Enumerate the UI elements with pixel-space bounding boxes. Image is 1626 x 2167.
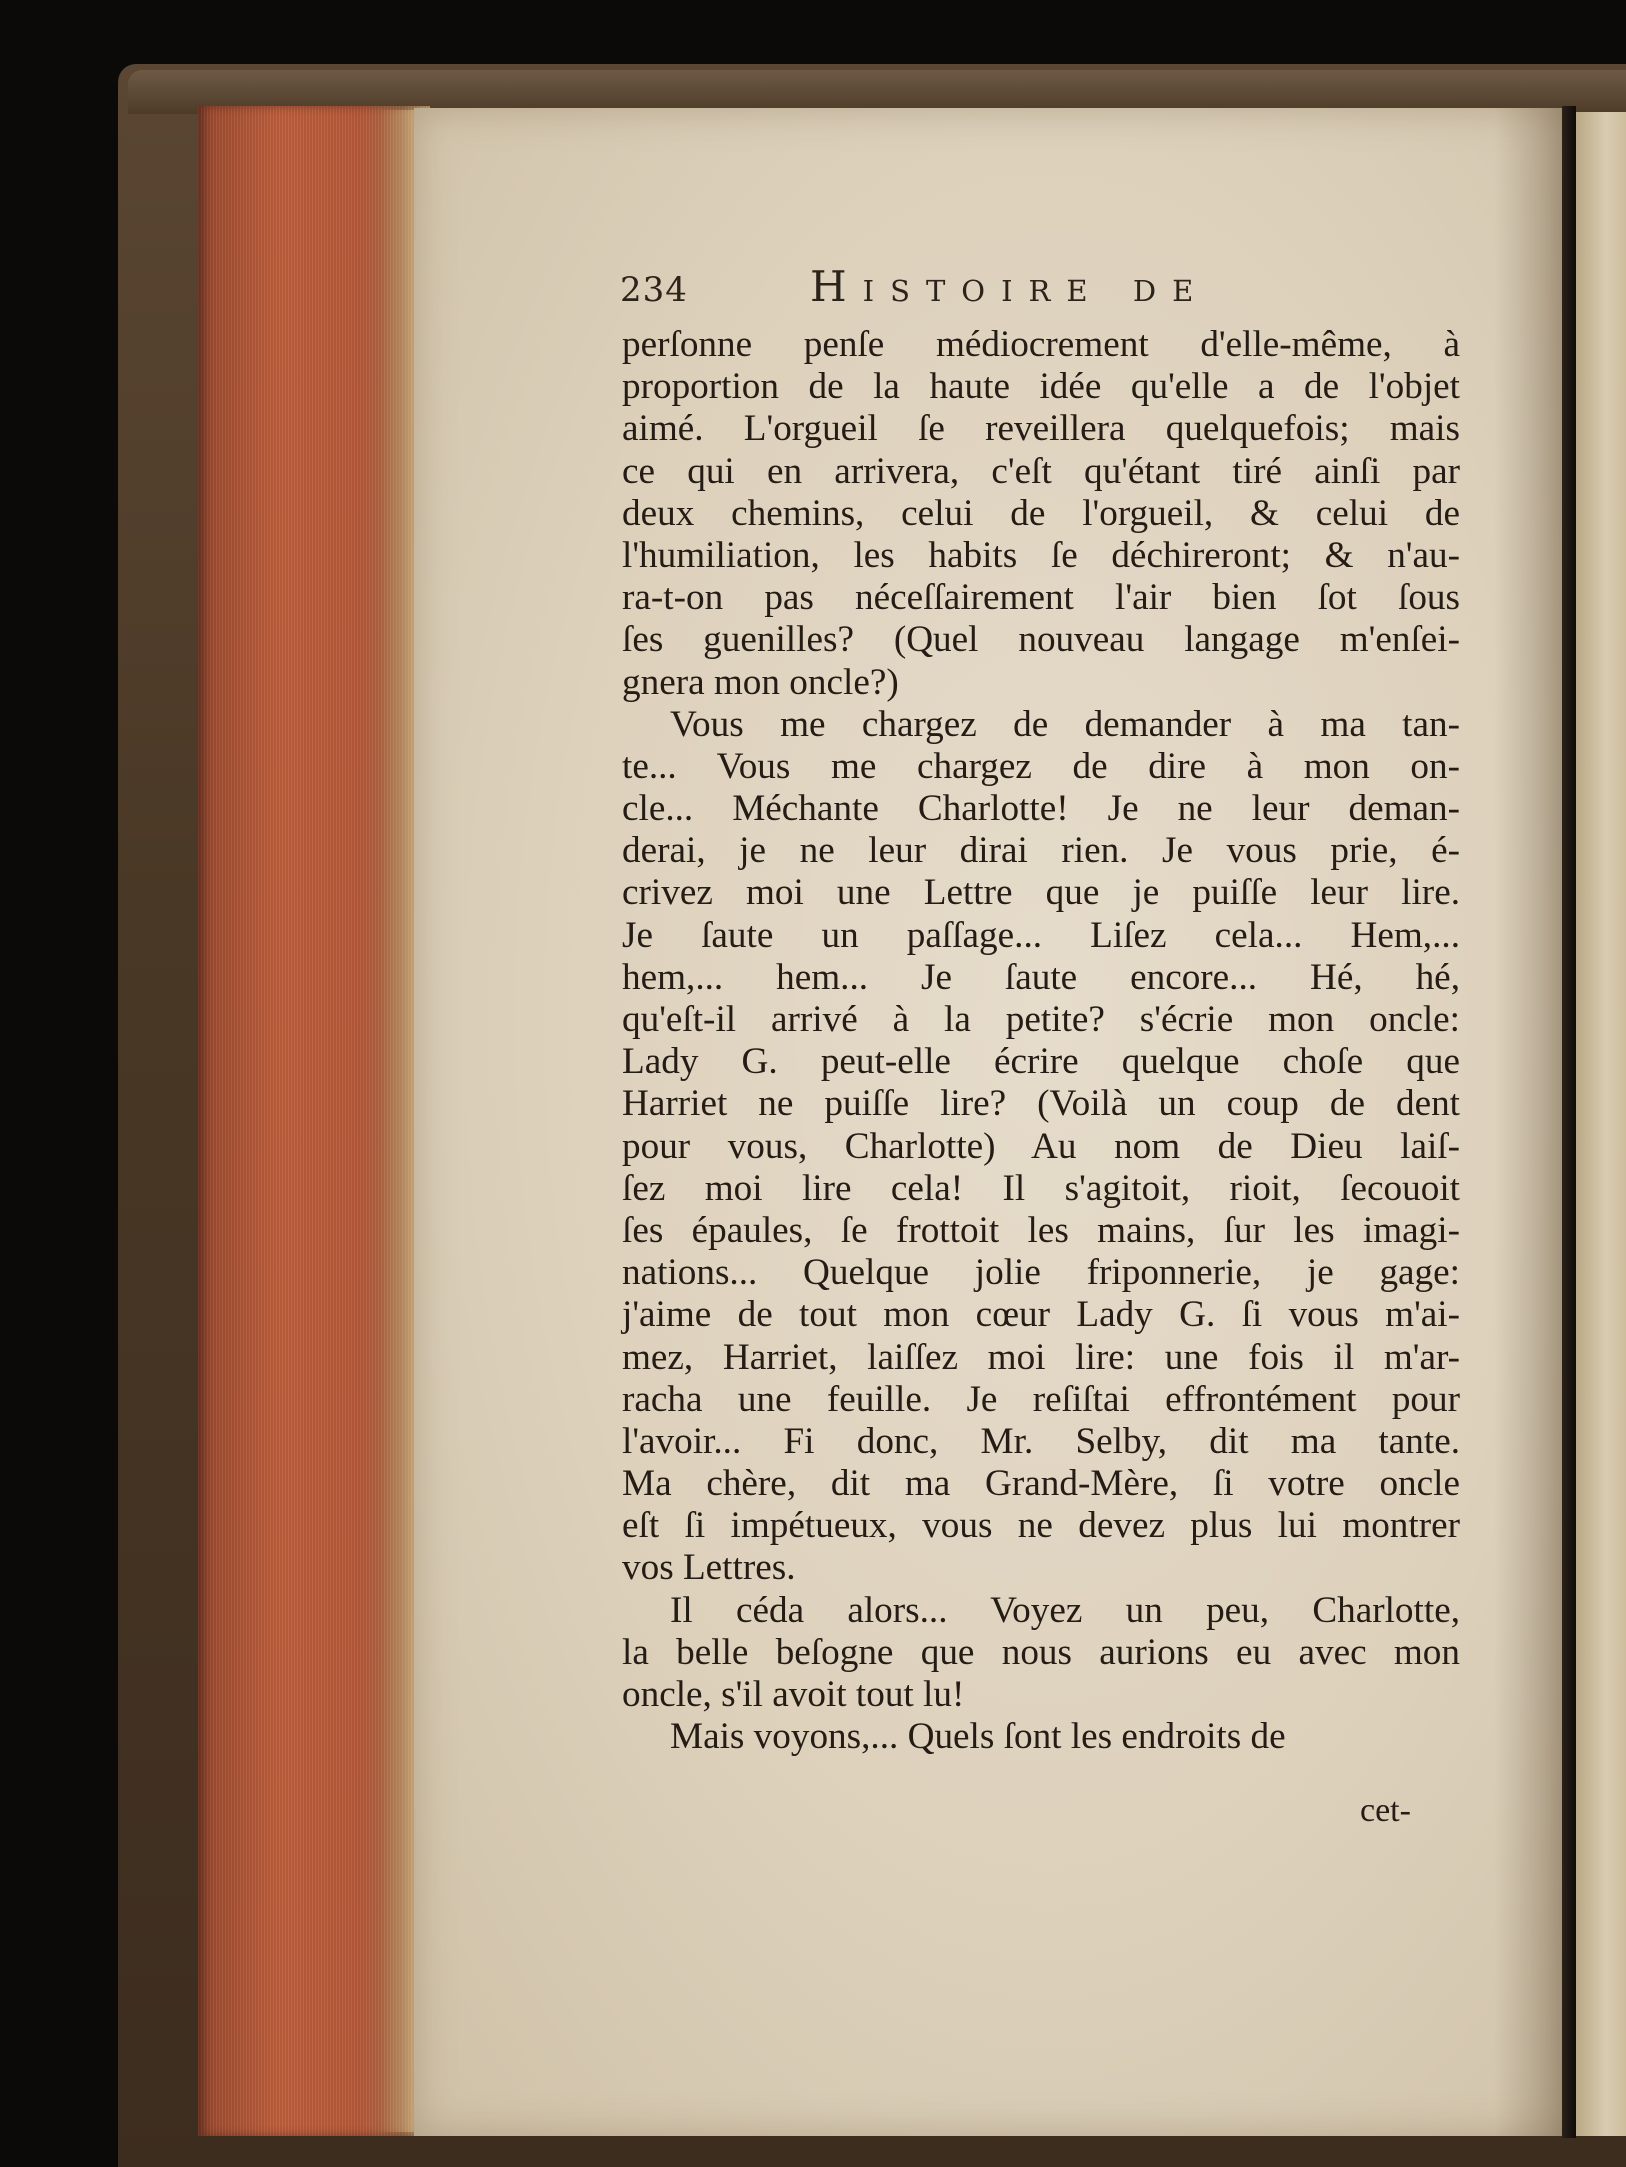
text-line: deux chemins, celui de l'orgueil, & celui de <box>622 492 1460 534</box>
text-line: Il céda alors... Voyez un peu, Charlotte, <box>670 1589 1460 1631</box>
text-line: ſez moi lire cela! Il s'agitoit, rioit, ſecouoit <box>622 1167 1460 1209</box>
text-line: eſt ſi impétueux, vous ne devez plus lui montrer <box>622 1505 1460 1547</box>
text-line: Lady G. peut-elle écrire quelque choſe que <box>622 1041 1460 1083</box>
text-line: derai, je ne leur dirai rien. Je vous prie, é- <box>622 830 1460 872</box>
text-line: Mais voyons,... Quels ſont les endroits de <box>670 1716 1286 1758</box>
text-line: vos Lettres. <box>622 1547 796 1589</box>
page-header <box>620 262 1540 318</box>
text-line: crivez moi une Lettre que je puiſſe leur lire. <box>622 872 1460 914</box>
text-line: racha une feuille. Je reſiſtai effrontément pour <box>622 1378 1460 1420</box>
text-line: oncle, s'il avoit tout lu! <box>622 1674 965 1715</box>
text-line: Ma chère, dit ma Grand-Mère, ſi votre oncle <box>622 1463 1460 1505</box>
text-line: j'aime de tout mon cœur Lady G. ſi vous m'ai- <box>622 1294 1460 1336</box>
text-line: ſes épaules, ſe frottoit les mains, ſur les imagi- <box>622 1209 1460 1251</box>
text-line: nations... Quelque jolie friponnerie, je gage: <box>622 1252 1460 1294</box>
running-head: Histoire de <box>810 262 1210 311</box>
text-line: cle... Méchante Charlotte! Je ne leur deman- <box>622 788 1460 830</box>
text-line: Je ſaute un paſſage... Liſez cela... Hem,... <box>622 914 1460 956</box>
facing-page-edge <box>1576 112 1626 2136</box>
text-line: te... Vous me chargez de dire à mon on- <box>622 745 1460 787</box>
text-line: hem,... hem... Je ſaute encore... Hé, hé, <box>622 956 1460 998</box>
text-line: ſes guenilles? (Quel nouveau langage m'enſei- <box>622 619 1460 661</box>
text-line: perſonne penſe médiocrement d'elle-même, à <box>622 324 1460 365</box>
text-line: gnera mon oncle?) <box>622 661 899 703</box>
body-text <box>622 324 1460 1758</box>
text-line: ra-t-on pas néceſſairement l'air bien ſot ſous <box>622 577 1460 619</box>
text-line: mez, Harriet, laiſſez moi lire: une fois il m'ar- <box>622 1336 1460 1378</box>
catchword: cet- <box>1360 1792 1411 1829</box>
text-line: qu'eſt-il arrivé à la petite? s'écrie mon oncle: <box>622 999 1460 1040</box>
text-line: ce qui en arrivera, c'eſt qu'étant tiré ainſi par <box>622 450 1460 492</box>
text-line: pour vous, Charlotte) Au nom de Dieu laiſ- <box>622 1125 1460 1167</box>
page-number: 234 <box>620 270 688 310</box>
text-line: la belle beſogne que nous aurions eu avec mon <box>622 1631 1460 1673</box>
book-gutter <box>1562 106 1576 2138</box>
text-line: Harriet ne puiſſe lire? (Voilà un coup de dent <box>622 1083 1460 1125</box>
text-line: l'avoir... Fi donc, Mr. Selby, dit ma tante. <box>622 1420 1460 1462</box>
text-line: l'humiliation, les habits ſe déchireront; & n'au- <box>622 534 1460 576</box>
text-line: Vous me chargez de demander à ma tan- <box>670 703 1460 745</box>
text-line: proportion de la haute idée qu'elle a de l'objet <box>622 366 1460 408</box>
text-line: aimé. L'orgueil ſe reveillera quelquefois; mais <box>622 408 1460 450</box>
